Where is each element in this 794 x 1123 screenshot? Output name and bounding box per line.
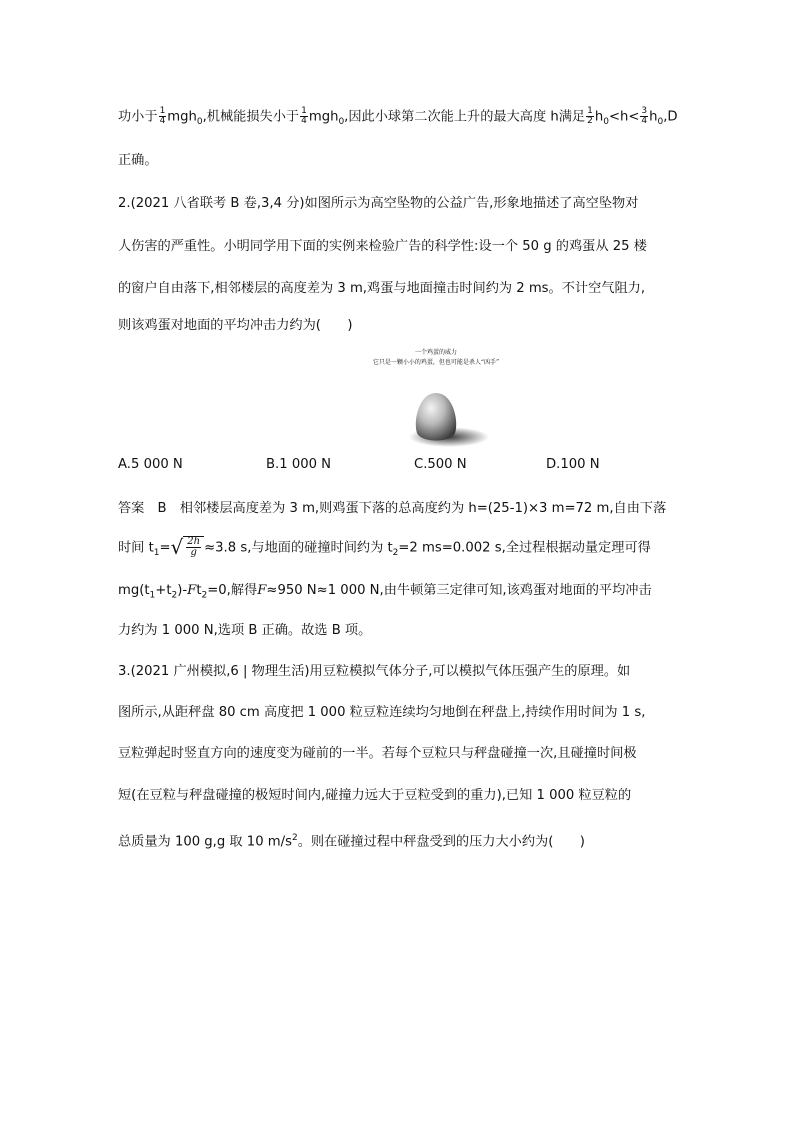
fraction: $\frac{1}{4}$ <box>159 106 166 126</box>
text-span: ,D <box>663 109 678 125</box>
text-span: mgh <box>167 109 197 125</box>
answer-line-1: 答案 B 相邻楼层高度差为 3 m,则鸡蛋下落的总高度约为 h=(25-1)×3 m=72 m,自由下落 <box>118 501 667 516</box>
question-2-line-4: 则该鸡蛋对地面的平均冲击力约为( ) <box>118 318 353 333</box>
text-span: <h< <box>608 109 640 125</box>
sqrt-expression: √ $\frac{2h}{g}$ <box>171 536 205 559</box>
question-2-line-1: 2.(2021 八省联考 B 卷,3,4 分)如图所示为高空坠物的公益广告,形象地描述了高空坠物对 <box>118 196 639 211</box>
text-span: mgh <box>308 109 339 125</box>
answer-line-4: 力约为 1 000 N,选项 B 正确。故选 B 项。 <box>118 623 372 638</box>
option-d: D.100 N <box>546 457 600 472</box>
option-a: A.5 000 N <box>118 457 183 472</box>
text-span: h <box>594 109 604 125</box>
figure-title: 一个鸡蛋的威力 <box>414 349 457 356</box>
answer-line-2: 时间 $t_1=√$ $\frac{2h}{g}$ ≈3.8 s,与地面的碰撞时间约为 $t_2=2$ ms=0.002 s,全过程根据动量定理可得 <box>118 535 651 560</box>
text-line: 功小于 $\frac{1}{4}$ mgh$_0$,机械能损失小于 $\frac{1}{4}$ mgh$_0$,因此小球第二次能上升的最大高度 h满足 $\frac{1}{2}$ $h_0<h<$ $\frac{3}{4}$ $h_0,D$ <box>118 106 678 128</box>
text-line: 正确。 <box>118 153 158 168</box>
answer-line-3: $mg(t_1+t_2)-Ft_2=0$,解得F≈950 N≈1 000 N,由牛顿第三定律可知,该鸡蛋对地面的平均冲击 <box>118 583 652 601</box>
question-3-line-4: 短(在豆粒与秤盘碰撞的极短时间内,碰撞力远大于豆粒受到的重力),已知 1 000 粒豆粒的 <box>118 788 632 803</box>
text-span: ,因此小球第二次能上升的最大高度 h满足 <box>344 109 586 125</box>
option-b: B.1 000 N <box>266 457 332 472</box>
fraction: $\frac{3}{4}$ <box>641 106 648 126</box>
question-2-line-2: 人伤害的严重性。小明同学用下面的实例来检验广告的科学性:设一个 50 g 的鸡蛋从 25 楼 <box>118 239 647 254</box>
question-3-line-1: 3.(2021 广州模拟,6 | 物理生活)用豆粒模拟气体分子,可以模拟气体压强产生的原理。如 <box>118 664 631 679</box>
text-span: ,机械能损失小于 <box>202 109 300 125</box>
egg-illustration <box>357 345 515 453</box>
question-3-line-2: 图所示,从距秤盘 80 cm 高度把 1 000 粒豆粒连续均匀地倒在秤盘上,持续作用时间为 1 s, <box>118 705 646 720</box>
text-span: h <box>649 109 658 125</box>
question-3-line-3: 豆粒弹起时竖直方向的速度变为碰前的一半。若每个豆粒只与秤盘碰撞一次,且碰撞时间极 <box>118 746 637 761</box>
option-c: C.500 N <box>414 457 467 472</box>
text-span: 功小于 <box>118 109 158 125</box>
egg-poster-figure <box>357 345 515 453</box>
fraction: $\frac{1}{4}$ <box>301 106 307 126</box>
fraction: $\frac{1}{2}$ <box>587 106 593 126</box>
question-2-line-3: 的窗户自由落下,相邻楼层的高度差为 3 m,鸡蛋与地面撞击时间约为 2 ms。不计空气阻力, <box>118 281 646 296</box>
figure-subtitle: 它只是一颗小小的鸡蛋，但也可能是杀人“凶手” <box>372 359 500 366</box>
question-3-line-5: 总质量为 100 g,g 取 10 $m/s^2$。则在碰撞过程中秤盘受到的压力大小约为( ) <box>118 833 585 850</box>
